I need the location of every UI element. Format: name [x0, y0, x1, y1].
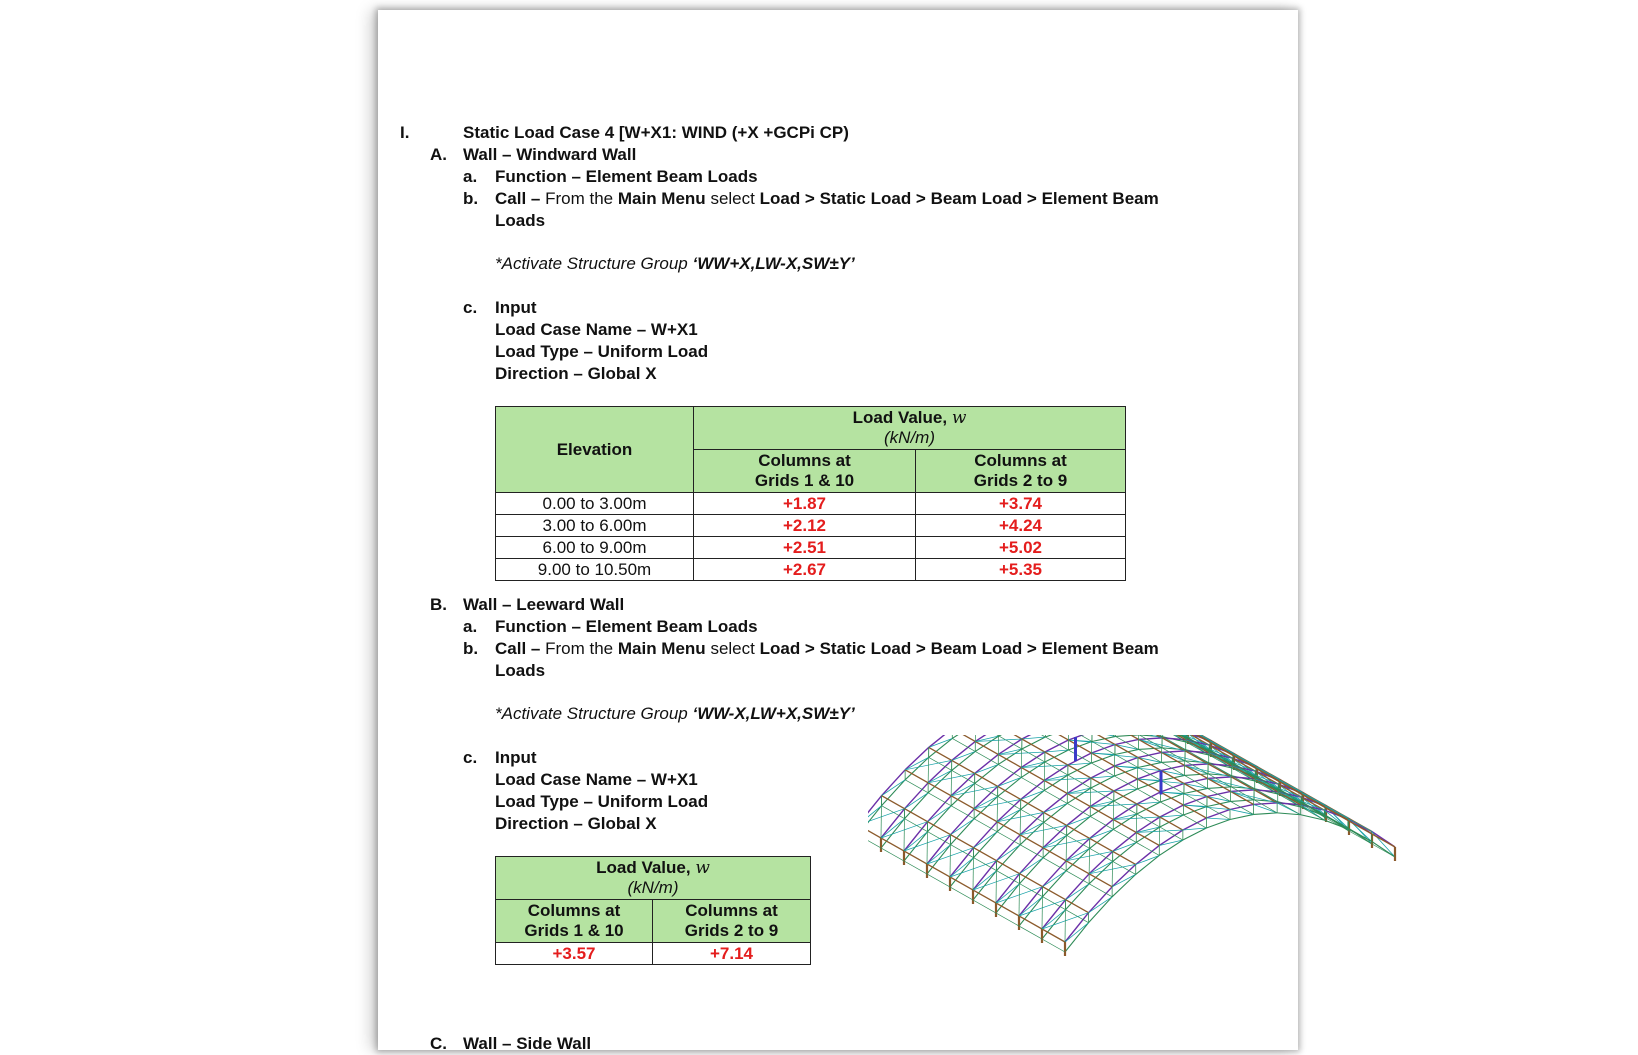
load-value-header — [694, 407, 1126, 450]
roof-bracing — [1065, 900, 1066, 942]
part-a-input-title: Input — [495, 298, 537, 317]
truss-web — [927, 845, 951, 864]
truss-bottom-chord — [1183, 807, 1207, 816]
col1-line1: Columns at — [758, 451, 851, 470]
roof-bracing — [1019, 874, 1020, 916]
truss-top-chord — [1184, 778, 1208, 783]
roof-bracing — [1089, 838, 1090, 873]
truss-top-chord — [905, 783, 929, 809]
truss-bottom-chord — [1114, 768, 1138, 777]
grids-2-9-cell: +5.02 — [916, 537, 1126, 559]
col-grids-2-9-header — [653, 900, 811, 943]
roof-bracing — [950, 835, 951, 877]
truss-bottom-chord — [1185, 774, 1209, 776]
elevation-cell: 6.00 to 9.00m — [496, 537, 694, 559]
truss-bottom-chord — [1112, 874, 1136, 896]
section-title: Static Load Case 4 [W+X1: WIND (+X +GCPi CP) — [463, 123, 849, 142]
truss-bottom-chord — [1160, 794, 1184, 803]
truss-top-chord — [952, 741, 976, 760]
roof-bracing — [1206, 797, 1207, 819]
table-row — [496, 943, 811, 965]
load-value-label: Load Value, — [852, 408, 948, 427]
truss-top-chord — [1206, 810, 1230, 819]
elevation-header: Elevation — [496, 407, 694, 493]
grids-1-10-cell: +2.12 — [694, 515, 916, 537]
roof-bracing — [1020, 799, 1021, 834]
steel-truss-roof-model-icon — [868, 735, 1395, 956]
part-b-title: Wall – Leeward Wall — [463, 595, 625, 614]
purlin-lower — [929, 757, 1136, 874]
roof-bracing — [928, 747, 929, 782]
truss-top-chord — [1160, 784, 1184, 793]
col1-line2: Grids 1 & 10 — [524, 921, 624, 940]
truss-top-chord — [1021, 780, 1045, 799]
truss-bottom-chord — [1091, 755, 1115, 764]
truss-web — [1090, 829, 1114, 838]
truss-web — [1065, 923, 1089, 942]
truss-bottom-chord — [1231, 800, 1255, 802]
truss-top-chord — [1020, 848, 1044, 874]
call-label: Call – — [495, 189, 541, 208]
purlin-lower — [868, 835, 1065, 952]
truss-web — [1067, 816, 1091, 825]
roof-bracing — [1042, 887, 1043, 929]
grids-2-9-cell: +4.24 — [916, 515, 1126, 537]
truss-web — [881, 819, 905, 838]
truss-web — [904, 832, 928, 851]
activate-prefix: *Activate Structure Group — [495, 704, 688, 723]
truss-top-chord — [1043, 861, 1067, 887]
col2-line1: Columns at — [974, 451, 1067, 470]
part-b-input-title: Input — [495, 748, 537, 767]
truss-top-chord — [1207, 791, 1231, 796]
part-b-function-text: Function – Element Beam Loads — [495, 617, 758, 636]
truss-top-chord — [1254, 803, 1278, 805]
truss-top-chord — [1230, 804, 1254, 809]
call-select: select — [710, 639, 755, 658]
part-b-call-path-end: Loads — [495, 661, 546, 680]
roof-bracing — [1348, 818, 1349, 819]
part-a-function-text: Function – Element Beam Loads — [495, 167, 758, 186]
truss-top-chord — [1067, 806, 1091, 825]
roof-bracing — [1137, 758, 1138, 780]
truss-web — [1230, 810, 1254, 815]
col1-line1: Columns at — [527, 901, 621, 920]
part-b-load-type: Load Type – Uniform Load — [495, 792, 709, 811]
roof-bracing — [1136, 804, 1137, 832]
purlin — [868, 825, 1065, 942]
part-a-call-letter: b. — [463, 189, 479, 208]
truss-top-chord — [1161, 765, 1185, 770]
roof-bracing — [1208, 764, 1209, 779]
table-row — [496, 537, 1126, 559]
roof-bracing — [1159, 817, 1160, 845]
col2-line1: Columns at — [685, 901, 778, 920]
truss-bottom-chord — [1206, 820, 1230, 829]
truss-bottom-chord — [1254, 813, 1278, 815]
truss-web — [996, 884, 1020, 903]
purlin-lower — [882, 806, 1089, 923]
truss-bottom-chord — [1116, 735, 1140, 736]
part-a-activate-note — [495, 253, 855, 275]
elevation-cell: 9.00 to 10.50m — [496, 559, 694, 581]
call-path: Load > Static Load > Beam Load > Element Beam — [759, 189, 1159, 208]
windward-load-table — [495, 406, 1126, 581]
part-b-letter: B. — [430, 595, 447, 614]
truss-top-chord — [1208, 777, 1232, 779]
truss-top-chord — [1138, 752, 1162, 757]
roof-bracing — [1021, 739, 1022, 767]
col-grids-1-10-header — [694, 450, 916, 493]
elevation-cell: 0.00 to 3.00m — [496, 493, 694, 515]
truss-top-chord — [1115, 739, 1139, 744]
truss-web — [1206, 818, 1230, 819]
part-c-title: Wall – Side Wall — [463, 1034, 592, 1053]
roof-bracing — [927, 822, 928, 864]
activate-prefix: *Activate Structure Group — [495, 254, 688, 273]
roof-bracing — [951, 760, 952, 795]
col-grids-1-10-header — [496, 900, 653, 943]
truss-bottom-chord — [1161, 775, 1185, 780]
grids-1-10-cell: +3.57 — [496, 943, 653, 965]
truss-bottom-chord — [999, 735, 1023, 736]
truss-top-chord — [997, 835, 1021, 861]
roof-bracing — [881, 796, 882, 838]
truss-bottom-chord — [1207, 801, 1231, 806]
grids-2-9-cell: +3.74 — [916, 493, 1126, 515]
grids-1-10-cell: +2.67 — [694, 559, 916, 581]
part-a-title: Wall – Windward Wall — [463, 145, 637, 164]
truss-bottom-chord — [1068, 742, 1092, 751]
truss-bottom-chord — [1208, 787, 1232, 789]
part-a-load-case-name: Load Case Name – W+X1 — [495, 320, 698, 339]
truss-bottom-chord — [1184, 788, 1208, 793]
truss-top-chord — [1136, 845, 1160, 864]
call-path: Load > Static Load > Beam Load > Element Beam — [759, 639, 1159, 658]
roof-bracing — [1066, 825, 1067, 860]
truss-top-chord — [1185, 764, 1209, 766]
truss-top-chord — [1066, 874, 1090, 900]
truss-web — [950, 858, 974, 877]
truss-top-chord — [1113, 832, 1137, 851]
section-number: I. — [400, 123, 410, 142]
elevation-cell: 3.00 to 6.00m — [496, 515, 694, 537]
truss-top-chord — [1231, 790, 1255, 792]
grids-1-10-cell: +1.87 — [694, 493, 916, 515]
roof-bracing — [1185, 751, 1186, 766]
truss-web — [1254, 804, 1278, 812]
load-value-unit: (kN/m) — [627, 878, 679, 897]
grids-2-9-cell: +7.14 — [653, 943, 811, 965]
truss-top-chord — [928, 796, 952, 822]
truss-roof-model-figure — [868, 735, 1468, 1035]
table-row — [496, 515, 1126, 537]
part-b-function-letter: a. — [463, 617, 478, 636]
truss-bottom-chord — [1115, 749, 1139, 754]
col-grids-2-9-header — [916, 450, 1126, 493]
grids-1-10-cell: +2.51 — [694, 537, 916, 559]
roof-bracing — [1112, 851, 1113, 886]
part-b-load-case-name: Load Case Name – W+X1 — [495, 770, 698, 789]
truss-web — [975, 764, 999, 773]
load-value-label: Load Value, — [596, 858, 691, 877]
call-label: Call – — [495, 639, 541, 658]
col2-line2: Grids 2 to 9 — [973, 471, 1068, 490]
truss-bottom-chord — [1139, 748, 1163, 750]
purlin — [882, 796, 1089, 913]
truss-top-chord — [1089, 887, 1113, 913]
roof-bracing — [1231, 777, 1232, 792]
truss-bottom-chord — [1162, 761, 1186, 763]
truss-top-chord — [975, 754, 999, 773]
col2-line2: Grids 2 to 9 — [684, 921, 779, 940]
roof-bracing — [1113, 791, 1114, 819]
truss-web — [1092, 735, 1116, 736]
truss-top-chord — [1183, 797, 1207, 806]
roof-bracing — [868, 809, 905, 825]
truss-web — [1136, 855, 1160, 864]
activate-group: ‘WW-X,LW+X,SW±Y’ — [692, 704, 855, 723]
roof-bracing — [1254, 790, 1255, 805]
roof-bracing — [997, 786, 998, 821]
truss-top-chord — [1090, 819, 1114, 838]
table-row — [496, 493, 1126, 515]
roof-bracing — [973, 848, 974, 890]
roof-bracing — [1183, 784, 1184, 806]
truss-top-chord — [1162, 751, 1186, 753]
truss-top-chord — [951, 809, 975, 835]
truss-top-chord — [998, 767, 1022, 786]
load-value-symbol: w — [695, 858, 710, 878]
truss-web — [1042, 910, 1066, 929]
truss-web — [929, 738, 953, 747]
roof-bracing — [1114, 745, 1115, 767]
part-b-direction: Direction – Global X — [495, 814, 657, 833]
part-a-load-type: Load Type – Uniform Load — [495, 342, 709, 361]
roof-bracing — [1090, 778, 1091, 806]
truss-top-chord — [905, 747, 929, 769]
truss-top-chord — [1137, 771, 1161, 780]
truss-web — [952, 751, 976, 760]
purlin-lower — [1188, 740, 1395, 857]
roof-bracing — [1162, 738, 1163, 753]
truss-bottom-chord — [1136, 855, 1160, 874]
truss-top-chord — [1114, 758, 1138, 767]
part-a-input-letter: c. — [463, 298, 478, 317]
load-value-header — [496, 857, 811, 900]
truss-bottom-chord — [1092, 736, 1116, 741]
part-c-letter: C. — [430, 1034, 447, 1053]
call-menu: Main Menu — [617, 639, 706, 658]
truss-bottom-chord — [1138, 762, 1162, 767]
roof-bracing — [1067, 765, 1068, 793]
truss-top-chord — [974, 822, 998, 848]
truss-top-chord — [882, 770, 906, 796]
part-a-function-letter: a. — [463, 167, 478, 186]
part-b-call-letter: b. — [463, 639, 479, 658]
load-value-symbol: w — [951, 408, 967, 428]
activate-group: ‘WW+X,LW-X,SW±Y’ — [692, 254, 855, 273]
truss-web — [1019, 897, 1043, 916]
table-row — [496, 559, 1126, 581]
truss-web — [1021, 790, 1045, 799]
truss-top-chord — [1139, 738, 1163, 740]
roof-bracing — [974, 773, 975, 808]
truss-bottom-chord — [1045, 735, 1069, 737]
part-a-call-path-end: Loads — [495, 211, 546, 230]
grids-2-9-cell: +5.35 — [916, 559, 1126, 581]
part-a-direction: Direction – Global X — [495, 364, 657, 383]
truss-web — [1044, 803, 1068, 812]
roof-bracing — [904, 809, 905, 851]
load-value-unit: (kN/m) — [884, 428, 935, 447]
roof-bracing — [1043, 812, 1044, 847]
truss-web — [1113, 842, 1137, 851]
truss-top-chord — [1091, 745, 1115, 754]
part-b-activate-note — [495, 703, 855, 725]
part-a-call-line — [495, 188, 1159, 210]
roof-bracing — [1091, 735, 1092, 753]
part-b-call-line — [495, 638, 1159, 660]
truss-web — [973, 871, 997, 890]
roof-bracing — [998, 735, 999, 754]
roof-bracing — [1044, 752, 1045, 780]
call-select: select — [710, 189, 755, 208]
truss-top-chord — [1044, 793, 1068, 812]
call-menu: Main Menu — [617, 189, 706, 208]
call-from: From the — [545, 189, 614, 208]
col1-line2: Grids 1 & 10 — [754, 471, 855, 490]
truss-web — [998, 777, 1022, 786]
part-b-input-letter: c. — [463, 748, 478, 767]
leeward-load-table — [495, 856, 811, 965]
call-from: From the — [545, 639, 614, 658]
truss-bottom-chord — [1137, 781, 1161, 790]
truss-bottom-chord — [1230, 814, 1254, 819]
roof-bracing — [996, 861, 997, 903]
part-a-letter: A. — [430, 145, 447, 164]
